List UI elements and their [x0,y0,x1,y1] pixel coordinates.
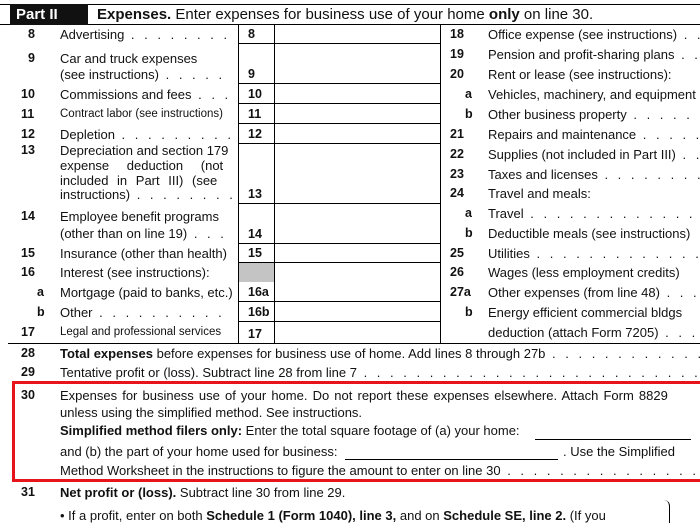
amount-input-11[interactable] [274,104,441,124]
line-30-label: and (b) the part of your home used for business: [60,444,338,459]
line-label: Commissions and fees . . . [60,87,232,102]
line-code: 11 [238,104,274,124]
amount-input-15[interactable] [274,244,441,263]
line-label: Repairs and maintenance . . . [488,127,700,142]
line-number: a [465,87,472,101]
line-number: 20 [450,67,464,81]
line-number: b [465,107,473,121]
line-number: 23 [450,167,464,181]
line-30-label: . Use the Simplified [563,444,675,459]
line-label: Car and truck expenses [60,51,198,66]
home-square-footage-input[interactable] [535,439,691,440]
line-label: Depreciation and section 179 [60,143,229,158]
amount-input-9[interactable] [274,44,441,84]
line-label: Legal and professional services [60,326,222,338]
line-number: 14 [21,209,35,223]
line-code: 9 [238,44,274,84]
line-number: 15 [21,246,35,260]
line-code: 10 [238,84,274,104]
line-28-label: Total expenses before expenses for business use of home. Add lines 8 through 27b . . . [60,346,700,361]
amount-input-14[interactable] [274,204,441,244]
line-label: included in Part III) (see [60,173,218,188]
line-number: 27a [450,285,471,299]
line-30-label: Simplified method filers only: Enter the total square footage of (a) your home: [60,423,520,438]
line-label: Contract labor (see instructions) [60,108,223,120]
line-code: 16b [238,302,274,322]
line-label: Mortgage (paid to banks, etc.) [60,285,233,300]
line-code: 16a [238,282,274,302]
business-square-footage-input[interactable] [345,459,558,460]
line-number: 9 [28,51,35,65]
line-label: Insurance (other than health) [60,246,227,261]
line-label: Other business property . . . [488,107,700,122]
amount-input-13[interactable] [274,144,441,204]
part-title: Expenses. Enter expenses for business use of your home only on line 30. [97,6,594,23]
line-number: 10 [21,87,35,101]
line-number: a [465,206,472,220]
line-label: Employee benefit programs [60,209,219,224]
line-number: 16 [21,265,35,279]
line-label: deduction (attach Form 7205) . . . [488,325,700,340]
line-number: 31 [21,485,35,499]
line-30-label: Expenses for business use of your home. Do not report these expenses elsewhere. Attach Form 8829 [60,388,668,403]
line-label: Rent or lease (see instructions): [488,67,672,82]
line-label: (other than on line 19) . . . [60,226,232,241]
line-number: 12 [21,127,35,141]
amount-input-12[interactable] [274,124,441,144]
line-label: Travel and meals: [488,186,591,201]
line-label: Travel . . . [488,206,700,221]
line-number: 13 [21,143,35,157]
line-label: Deductible meals (see instructions) [488,226,691,241]
line-code: 13 [238,144,274,204]
line-31-label: Net profit or (loss). Subtract line 30 from line 29. [60,485,346,500]
line-label: Energy efficient commercial bldgs [488,305,683,320]
line-code: 12 [238,124,274,144]
line-label: Advertising . . . [60,27,232,42]
brace [664,500,670,523]
line-label: Office expense (see instructions) . . . [488,27,700,42]
line-label: Interest (see instructions): [60,265,210,280]
amount-input-16b[interactable] [274,302,441,322]
line-number: 8 [28,27,35,41]
line-number: 18 [450,27,464,41]
shaded-cell [238,263,274,282]
line-number: 19 [450,47,464,61]
line-label: Utilities . . . [488,246,700,261]
amount-input-10[interactable] [274,84,441,104]
amount-input-8[interactable] [274,24,441,44]
line-label: Pension and profit-sharing plans . . . [488,47,700,62]
line-code: 14 [238,204,274,244]
line-number: 26 [450,265,464,279]
amount-blank [274,263,441,282]
section-divider [8,343,700,344]
line-number: 25 [450,246,464,260]
line-number: 29 [21,365,35,379]
line-label: Supplies (not included in Part III) . . . [488,147,700,162]
line-number: 17 [21,325,35,339]
line-number: 11 [21,107,35,121]
line-label: expense deduction (not [60,158,224,173]
line-label: Depletion . . . [60,127,232,142]
line-label: Wages (less employment credits) [488,265,680,280]
line-label: Other expenses (from line 48) . . . [488,285,700,300]
line-code: 17 [238,322,274,343]
line-label: instructions) . . . [60,187,232,202]
line-29-label: Tentative profit or (loss). Subtract line 28 from line 7 . . . [60,365,700,380]
line-number: b [465,305,473,319]
line-number: 24 [450,186,464,200]
line-30-label: unless using the simplified method. See instructions. [60,405,363,420]
line-30-label: Method Worksheet in the instructions to figure the amount to enter on line 30 . . . [60,463,700,478]
line-number: 30 [21,388,35,402]
line-label: Taxes and licenses . . . [488,167,700,182]
line-31-bullet: • If a profit, enter on both Schedule 1 (Form 1040), line 3, and on Schedule SE, line 2. (If you [60,508,606,523]
line-label: (see instructions) . . . [60,67,232,82]
line-code: 15 [238,244,274,263]
amount-input-16a[interactable] [274,282,441,302]
line-number: a [37,285,44,299]
line-label: Vehicles, machinery, and equipment [488,87,696,102]
amount-input-17[interactable] [274,322,441,343]
line-label: Other . . . [60,305,232,320]
part-label: Part II [10,4,88,25]
line-number: b [465,226,473,240]
line-number: b [37,305,45,319]
line-code: 8 [238,24,274,44]
line-number: 21 [450,127,464,141]
line-number: 28 [21,346,35,360]
line-number: 22 [450,147,464,161]
